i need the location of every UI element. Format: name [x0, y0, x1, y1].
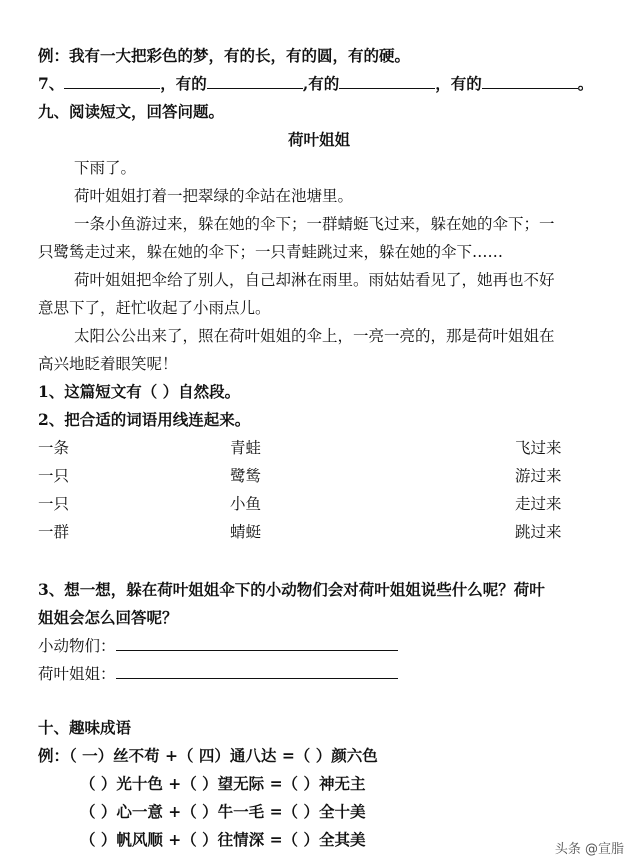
- match-measure-word: 一只: [38, 467, 70, 485]
- match-action: 游过来: [515, 467, 562, 485]
- section-10-title: 十、趣味成语: [38, 718, 132, 737]
- q3-sister-answer-blank[interactable]: [116, 664, 398, 679]
- q3-sister-label: 荷叶姐姐：: [38, 665, 116, 683]
- example-sentence: 例：我有一大把彩色的梦，有的长，有的圆，有的硬。: [38, 46, 411, 65]
- idiom-example: 例：（ 一）丝不苟 +（ 四）通八达 =（ ）颜六色: [38, 746, 378, 765]
- match-animal: 青蛙: [230, 439, 262, 457]
- q3-animals-answer-row: [38, 636, 398, 656]
- match-measure-word: 一群: [38, 523, 70, 541]
- story-paragraph-4-line-1: 荷叶姐姐把伞给了别人，自己却淋在雨里。雨姑姑看见了，她再也不好: [74, 271, 555, 289]
- question-2: 2、把合适的词语用线连起来。: [38, 410, 251, 429]
- story-paragraph-5-line-2: 高兴地眨着眼笑呢！: [38, 355, 178, 373]
- question-1: 1、这篇短文有（ ）自然段。: [38, 382, 241, 401]
- idiom-row: （ ）帆风顺 +（ ）往情深 =（ ）全其美: [80, 830, 366, 849]
- q7-sep-3: ，有的: [435, 74, 482, 93]
- story-paragraph-1: 下雨了。: [74, 159, 137, 177]
- q7-blank-2[interactable]: [207, 74, 303, 89]
- idiom-row: （ ）心一意 +（ ）牛一毛 =（ ）全十美: [80, 802, 366, 821]
- story-paragraph-2: 荷叶姐姐打着一把翠绿的伞站在池塘里。: [74, 187, 354, 205]
- match-action: 走过来: [515, 495, 562, 513]
- q7-blank-4[interactable]: [482, 74, 578, 89]
- q3-animals-label: 小动物们：: [38, 637, 116, 655]
- story-paragraph-5-line-1: 太阳公公出来了，照在荷叶姐姐的伞上，一亮一亮的，那是荷叶姐姐在: [74, 327, 555, 345]
- match-measure-word: 一只: [38, 495, 70, 513]
- story-paragraph-3-line-2: 只鹭鸶走过来，躲在她的伞下；一只青蛙跳过来，躲在她的伞下……: [38, 243, 504, 261]
- match-measure-word: 一条: [38, 439, 70, 457]
- story-paragraph-3-line-1: 一条小鱼游过来，躲在她的伞下；一群蜻蜓飞过来，躲在她的伞下；一: [74, 215, 555, 233]
- q7-sep-1: ，有的: [160, 74, 207, 93]
- q7-number: 7、: [38, 74, 65, 93]
- match-animal: 蜻蜓: [230, 523, 262, 541]
- section-9-title: 九、阅读短文，回答问题。: [38, 102, 225, 121]
- question-7: [38, 74, 593, 94]
- q3-sister-answer-row: [38, 664, 398, 684]
- q7-end: 。: [577, 74, 594, 93]
- story-paragraph-4-line-2: 意思下了，赶忙收起了小雨点儿。: [38, 299, 271, 317]
- q7-blank-1[interactable]: [64, 74, 160, 89]
- match-animal: 小鱼: [230, 495, 262, 513]
- match-animal: 鹭鸶: [230, 467, 262, 485]
- story-title: 荷叶姐姐: [288, 130, 351, 149]
- q7-sep-2: ,有的: [302, 74, 340, 93]
- q3-animals-answer-blank[interactable]: [116, 636, 398, 651]
- question-3-line-2: 姐姐会怎么回答呢？: [38, 608, 178, 627]
- question-3-line-1: 3、想一想，躲在荷叶姐姐伞下的小动物们会对荷叶姐姐说些什么呢？荷叶: [38, 580, 545, 599]
- idiom-row: （ ）光十色 +（ ）望无际 =（ ）神无主: [80, 774, 366, 793]
- watermark: 头条 @宣脂: [551, 837, 628, 858]
- match-action: 跳过来: [515, 523, 562, 541]
- match-action: 飞过来: [515, 439, 562, 457]
- q7-blank-3[interactable]: [339, 74, 435, 89]
